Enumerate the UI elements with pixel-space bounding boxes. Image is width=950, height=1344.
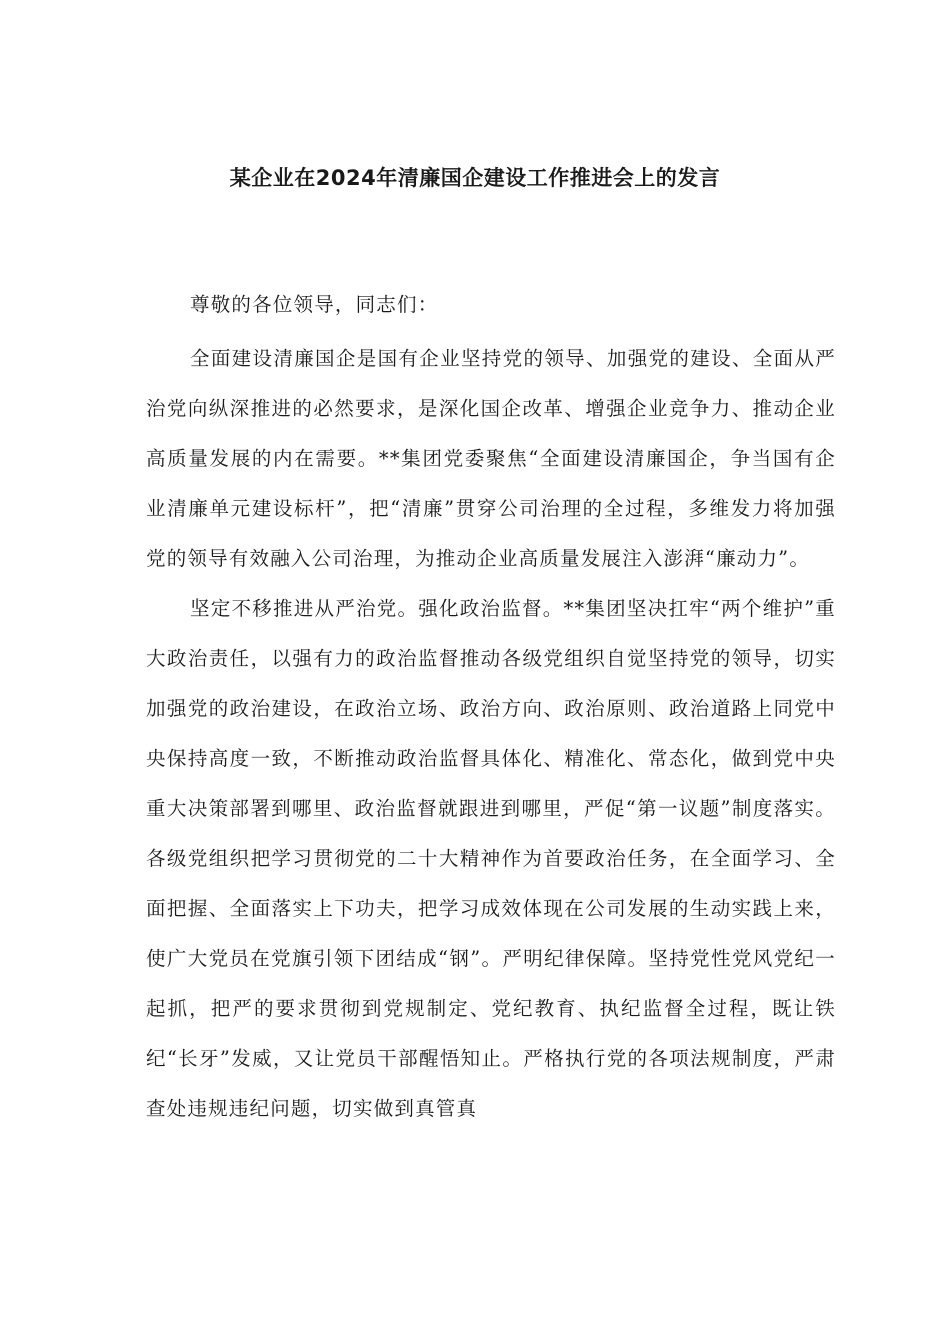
paragraph-strict-governance: 坚定不移推进从严治党。强化政治监督。**集团坚决扛牢“两个维护”重大政治责任，以强有力的政治监督推动各级党组织自觉坚持党的领导，切实加强党的政治建设，在政治立场、政治方向、政治原则、政治道路上同党中央保持高度一致，不断推动政治监督具体化、精准化、常态化，做到党中央重大决策部署到哪里、政治监督就跟进到哪里，严促“第一议题”制度落实。各级党组织把学习贯彻党的二十大精神作为首要政治任务，在全面学习、全面把握、全面落实上下功夫，把学习成效体现在公司发展的生动实践上来，使广大党员在党旗引领下团结成“钢”。严明纪律保障。坚持党性党风党纪一起抓，把严的要求贯彻到党规制定、党纪教育、执纪监督全过程，既让铁纪“长牙”发威，又让党员干部醒悟知止。严格执行党的各项法规制度，严肃查处违规违纪问题，切实做到真管真: [146, 597, 836, 1120]
paragraph-intro: 全面建设清廉国企是国有企业坚持党的领导、加强党的建设、全面从严治党向纵深推进的必然要求，是深化国企改革、增强企业竞争力、推动企业高质量发展的内在需要。**集团党委聚焦“全面建设清廉国企，争当国有企业清廉单元建设标杆”，把“清廉”贯穿公司治理的全过程，多维发力将加强党的领导有效融入公司治理，为推动企业高质量发展注入澎湃“廉动力”。: [146, 347, 836, 570]
document-title: 某企业在2024年清廉国企建设工作推进会上的发言: [229, 166, 721, 190]
document-body: [146, 280, 836, 1134]
salutation: 尊敬的各位领导，同志们：: [190, 293, 439, 316]
